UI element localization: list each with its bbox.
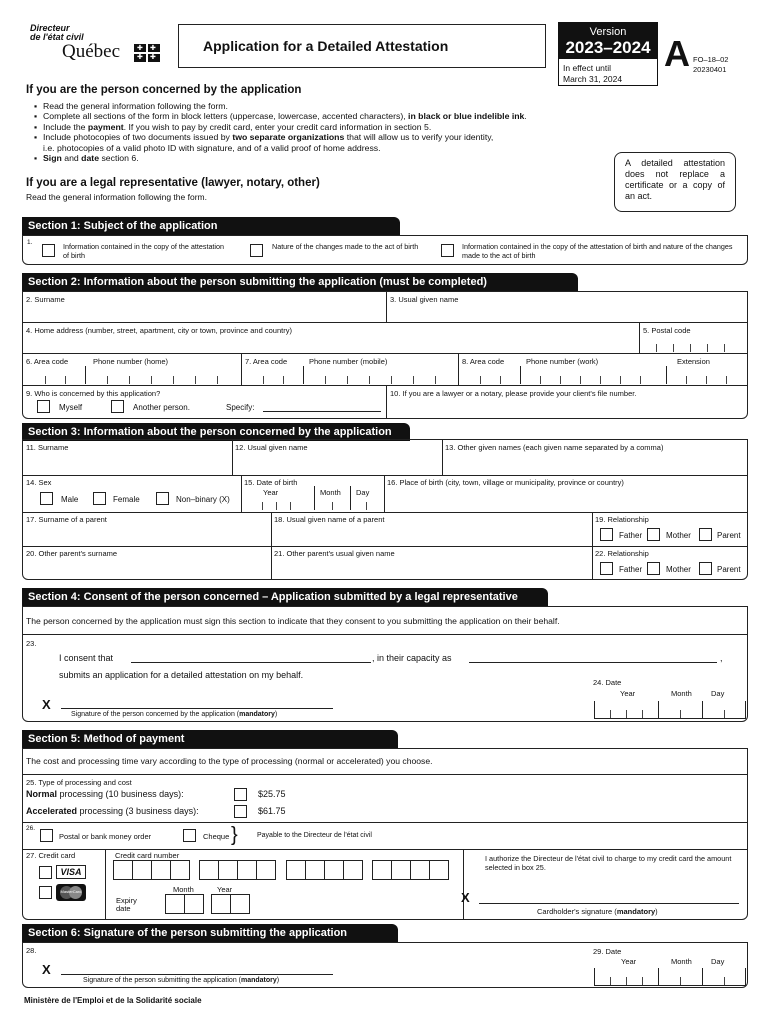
- effect-line1: In effect until: [563, 63, 612, 73]
- field-4-label: 4. Home address (number, street, apartment, city or town, province and country): [26, 326, 292, 335]
- intro-bullets: [34, 101, 634, 163]
- dob-day-label: Day: [356, 488, 370, 497]
- relationship2-father-label: Father: [619, 565, 643, 574]
- representative-name-input[interactable]: [131, 653, 371, 663]
- field-13-label: 13. Other given names (each given name separated by a comma): [445, 443, 664, 452]
- visa-checkbox[interactable]: [39, 866, 52, 879]
- consent-date-input[interactable]: [594, 701, 746, 719]
- concerned-signature-label: Signature of the person concerned by the application (mandatory): [71, 711, 278, 718]
- date24-day-label: Day: [711, 689, 725, 698]
- cc-number-label: Credit card number: [115, 851, 180, 860]
- phone-mobile-input[interactable]: [243, 366, 457, 384]
- other-parent-surname-input[interactable]: [25, 558, 269, 578]
- version-years: 2023–2024: [565, 38, 651, 57]
- footer-ministry: Ministère de l'Emploi et de la Solidarité sociale: [24, 996, 202, 1005]
- form-letter: A: [664, 33, 690, 74]
- section-6-box: [22, 942, 748, 988]
- date29-year-label: Year: [621, 957, 637, 966]
- page-title: Application for a Detailed Attestation: [203, 38, 449, 54]
- phone-work-input[interactable]: [460, 366, 746, 384]
- relationship2-parent-label: Parent: [717, 565, 741, 574]
- authorize-text: I authorize the Directeur de l'état civil to charge to my credit card the amount selected in box 25.: [485, 854, 732, 872]
- sex-female-label: Female: [113, 495, 140, 504]
- payable-to-label: Payable to the Directeur de l'état civil: [257, 832, 372, 839]
- home-address-input[interactable]: [25, 335, 637, 352]
- cheque-checkbox[interactable]: [183, 829, 196, 842]
- section-3-box: [22, 439, 748, 580]
- cardholder-x-mark: X: [461, 890, 470, 905]
- mastercard-checkbox[interactable]: [39, 886, 52, 899]
- relationship1-mother-label: Mother: [666, 531, 691, 540]
- section-5-heading: Section 5: Method of payment: [22, 730, 398, 748]
- form-date: 20230401: [693, 65, 727, 74]
- field-26-label: 26.: [26, 825, 36, 832]
- field-6-label: 6. Area code: [26, 357, 69, 366]
- field-12-label: 12. Usual given name: [235, 443, 308, 452]
- section-4-heading: Section 4: Consent of the person concerned – Application submitted by a legal representative: [22, 588, 548, 606]
- relationship2-mother-checkbox[interactable]: [647, 562, 660, 575]
- subject-both-checkbox[interactable]: [441, 244, 454, 257]
- concerned-another-label: Another person.: [133, 403, 190, 412]
- cheque-label: Cheque: [203, 832, 230, 841]
- money-order-checkbox[interactable]: [40, 829, 53, 842]
- phone-mobile-label: Phone number (mobile): [309, 357, 388, 366]
- field-17-label: 17. Surname of a parent: [26, 515, 107, 524]
- sex-nonbinary-label: Non–binary (X): [176, 495, 230, 504]
- given-name-input[interactable]: [389, 304, 745, 321]
- field-2-label: 2. Surname: [26, 295, 65, 304]
- section-4-box: [22, 606, 748, 722]
- client-file-number-input[interactable]: [389, 398, 745, 417]
- relationship2-mother-label: Mother: [666, 565, 691, 574]
- concerned-myself-checkbox[interactable]: [37, 400, 50, 413]
- section-2-box: [22, 291, 748, 419]
- sex-male-label: Male: [61, 495, 79, 504]
- parent-given-name-input[interactable]: [273, 524, 590, 544]
- version-box: [558, 22, 658, 86]
- concerned-another-checkbox[interactable]: [111, 400, 124, 413]
- relationship1-parent-checkbox[interactable]: [699, 528, 712, 541]
- date29-month-label: Month: [671, 957, 692, 966]
- section-5-intro: The cost and processing time vary according to the type of processing (normal or accelerated) you choose.: [26, 756, 433, 766]
- relationship2-parent-checkbox[interactable]: [699, 562, 712, 575]
- field-15-label: 15. Date of birth: [244, 478, 298, 487]
- section-4-intro: The person concerned by the application must sign this section to indicate that they consent to you submitting the application on their behalf.: [26, 616, 560, 626]
- relationship1-parent-label: Parent: [717, 531, 741, 540]
- relationship1-father-label: Father: [619, 531, 643, 540]
- brace-icon: }: [231, 824, 238, 846]
- dob-year-label: Year: [263, 488, 279, 497]
- logo-line1: Directeur: [30, 23, 70, 33]
- field-23-label: 23.: [26, 639, 37, 648]
- attestation-note-text: A detailed attestation does not replace a certificate or a copy of an act.: [625, 158, 725, 201]
- date29-day-label: Day: [711, 957, 725, 966]
- concerned-signature-input[interactable]: [61, 693, 333, 709]
- other-given-names-input[interactable]: [444, 452, 745, 474]
- surname-input[interactable]: [25, 304, 383, 321]
- concerned-myself-label: Myself: [59, 403, 83, 412]
- normal-processing-checkbox[interactable]: [234, 788, 247, 801]
- specify-label: Specify:: [226, 403, 255, 412]
- capacity-text: , in their capacity as: [372, 653, 452, 663]
- intro-heading-legal: If you are a legal representative (lawyer, notary, other): [26, 177, 320, 189]
- section-1-heading: Section 1: Subject of the application: [22, 217, 400, 235]
- field-16-label: 16. Place of birth (city, town, village or municipality, province or country): [387, 478, 624, 487]
- capacity-input[interactable]: [469, 653, 717, 663]
- logo-line2: de l'état civil: [30, 32, 84, 42]
- specify-input[interactable]: [263, 400, 381, 412]
- subject-copy-checkbox[interactable]: [42, 244, 55, 257]
- subject-changes-checkbox[interactable]: [250, 244, 263, 257]
- field-28-label: 28.: [26, 946, 37, 955]
- accelerated-processing-checkbox[interactable]: [234, 805, 247, 818]
- date24-month-label: Month: [671, 689, 692, 698]
- sex-nonbinary-checkbox[interactable]: [156, 492, 169, 505]
- section-1-box: [22, 235, 748, 265]
- capacity-comma: ,: [720, 653, 723, 663]
- field-11-label: 11. Surname: [26, 443, 69, 452]
- bullet-photocopies: ▪ Include photocopies of two documents issued by two separate organizations that will allow us to verify your identity, i.e. photocopies of a valid photo ID with signature, and of a valid proof of home address.: [34, 132, 634, 153]
- submitter-x-mark: X: [42, 962, 51, 977]
- expiry-date-input[interactable]: [165, 894, 285, 916]
- phone-home-label: Phone number (home): [93, 357, 169, 366]
- submission-date-input[interactable]: [594, 968, 746, 986]
- cc-number-input[interactable]: [113, 860, 473, 882]
- postal-code-input[interactable]: [641, 335, 745, 352]
- bullet-read: ▪ Read the general information following the form.: [34, 101, 634, 111]
- submits-text: submits an application for a detailed attestation on my behalf.: [59, 670, 304, 680]
- effect-line2: March 31, 2024: [563, 74, 623, 84]
- field-7-label: 7. Area code: [245, 357, 288, 366]
- section-3-heading: Section 3: Information about the person concerned by the application: [22, 423, 410, 441]
- logo: [30, 23, 160, 67]
- mastercard-logo-icon: MasterCard: [56, 884, 86, 901]
- submitter-signature-input[interactable]: [61, 961, 333, 975]
- extension-label: Extension: [677, 357, 710, 366]
- field-1-number: 1.: [27, 239, 33, 246]
- normal-processing-label: Normal processing (10 business days):: [26, 789, 184, 799]
- sex-male-checkbox[interactable]: [40, 492, 53, 505]
- intro-legal-sub: Read the general information following the form.: [26, 192, 207, 202]
- relationship1-mother-checkbox[interactable]: [647, 528, 660, 541]
- attestation-note: [614, 152, 736, 212]
- section-6-heading: Section 6: Signature of the person submitting the application: [22, 924, 398, 942]
- section-5-box: [22, 748, 748, 920]
- field-19-label: 19. Relationship: [595, 515, 649, 524]
- submitter-signature-label: Signature of the person submitting the application (mandatory): [83, 977, 280, 984]
- consent-text: I consent that: [59, 653, 114, 663]
- version-label: Version: [589, 26, 627, 38]
- phone-home-input[interactable]: [25, 366, 239, 384]
- dob-month-label: Month: [320, 488, 341, 497]
- signature-x-mark: X: [42, 697, 51, 712]
- field-8-label: 8. Area code: [462, 357, 505, 366]
- field-14-label: 14. Sex: [26, 478, 52, 487]
- money-order-label: Postal or bank money order: [59, 832, 152, 841]
- field-27-label: 27. Credit card: [26, 851, 76, 860]
- bullet-payment: ▪ Include the payment. If you wish to pay by credit card, enter your credit card information in section 5.: [34, 122, 634, 132]
- field-18-label: 18. Usual given name of a parent: [274, 515, 385, 524]
- field-9-label: 9. Who is concerned by this application?: [26, 389, 161, 398]
- field-10-label: 10. If you are a lawyer or a notary, please provide your client's file number.: [390, 389, 637, 398]
- parent-surname-input[interactable]: [25, 524, 269, 544]
- subject-copy-label: Information contained in the copy of the attestation of birth: [63, 242, 225, 260]
- sex-female-checkbox[interactable]: [93, 492, 106, 505]
- accelerated-processing-label: Accelerated processing (3 business days):: [26, 806, 199, 816]
- field-5-label: 5. Postal code: [643, 326, 691, 335]
- normal-cost: $25.75: [258, 789, 286, 799]
- relationship1-father-checkbox[interactable]: [600, 528, 613, 541]
- field-24-label: 24. Date: [593, 678, 622, 687]
- accelerated-cost: $61.75: [258, 806, 286, 816]
- title-box: [178, 24, 546, 68]
- field-25-label: 25. Type of processing and cost: [26, 778, 132, 787]
- expiry-month-label: Month: [173, 885, 194, 894]
- bullet-complete: ▪ Complete all sections of the form in block letters (uppercase, lowercase, accented characters), in black or blue indelible ink.: [34, 111, 634, 121]
- section-2-heading: Section 2: Information about the person submitting the application (must be completed): [22, 273, 578, 291]
- fleur-de-lis-flag-icon: ✚ ✚ ✚ ✚: [134, 44, 160, 62]
- place-of-birth-input[interactable]: [386, 488, 745, 511]
- form-code: FO–18–02: [693, 55, 729, 64]
- date-of-birth-input[interactable]: [248, 496, 378, 510]
- date24-year-label: Year: [620, 689, 636, 698]
- phone-work-label: Phone number (work): [526, 357, 599, 366]
- field-22-label: 22. Relationship: [595, 549, 649, 558]
- logo-brand: Québec: [62, 41, 121, 62]
- other-parent-given-name-input[interactable]: [273, 558, 590, 578]
- field-21-label: 21. Other parent's usual given name: [274, 549, 395, 558]
- expiry-year-label: Year: [217, 885, 233, 894]
- field-20-label: 20. Other parent's surname: [26, 549, 118, 558]
- expiry-date-label: Expiry date: [116, 896, 137, 913]
- cardholder-signature-label: Cardholder's signature (mandatory): [537, 907, 658, 916]
- cardholder-signature-input[interactable]: [479, 889, 739, 904]
- field-3-label: 3. Usual given name: [390, 295, 459, 304]
- intro-heading-person: If you are the person concerned by the application: [26, 84, 302, 96]
- subject-changes-label: Nature of the changes made to the act of birth: [272, 242, 419, 251]
- concerned-given-name-input[interactable]: [234, 452, 440, 474]
- relationship2-father-checkbox[interactable]: [600, 562, 613, 575]
- field-29-label: 29. Date: [593, 947, 622, 956]
- visa-logo-icon: VISA: [56, 865, 86, 879]
- bullet-sign: ▪ Sign and date section 6.: [34, 153, 634, 163]
- concerned-surname-input[interactable]: [25, 452, 230, 474]
- subject-both-label: Information contained in the copy of the attestation of birth and nature of the changes made to the act of birth: [462, 242, 733, 260]
